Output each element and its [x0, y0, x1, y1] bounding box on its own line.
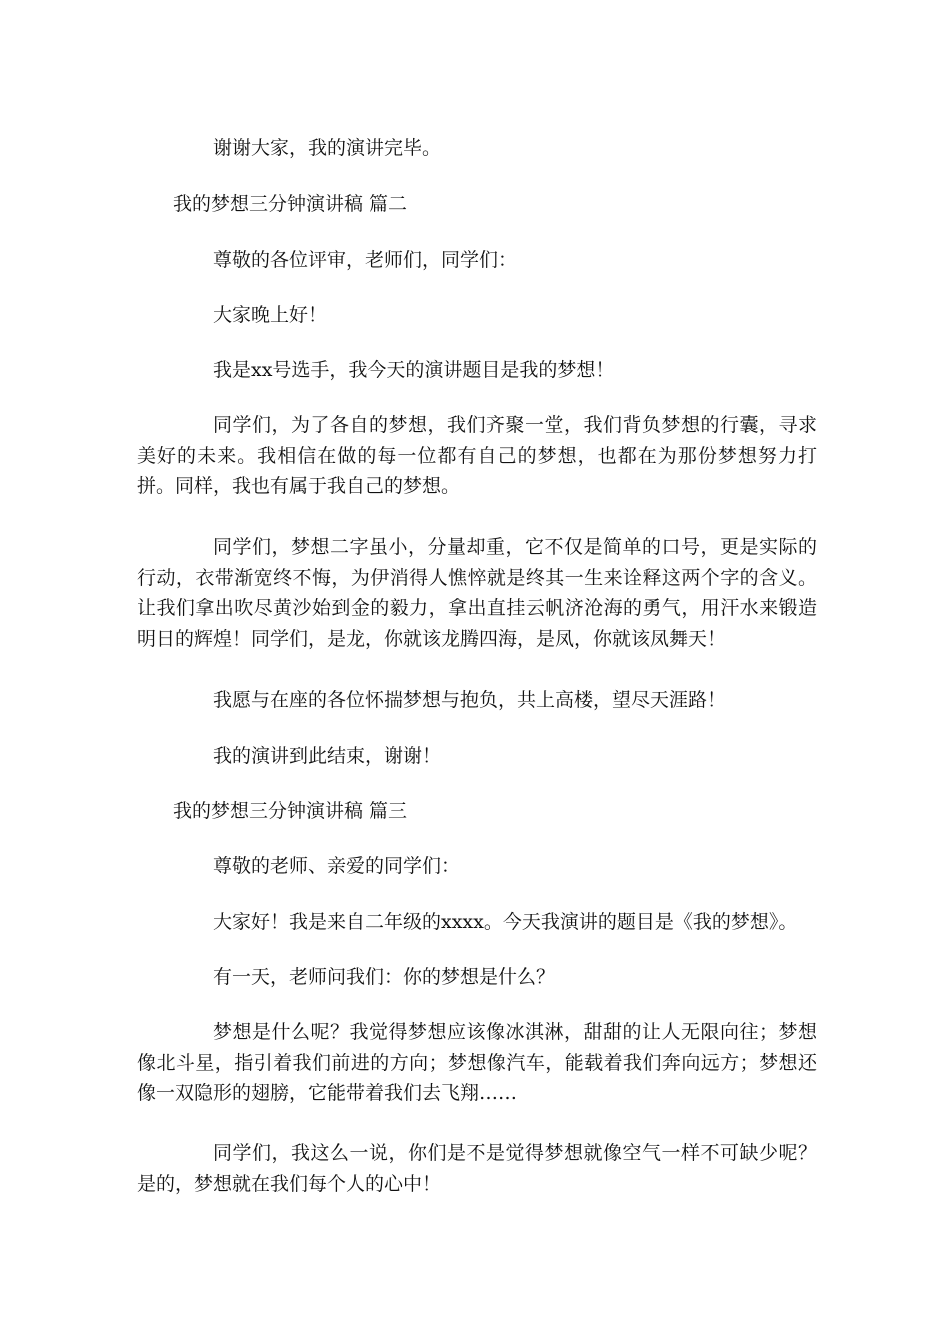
salutation-paragraph: 尊敬的各位评审，老师们，同学们：: [213, 249, 518, 271]
body-paragraph: 我愿与在座的各位怀揣梦想与抱负，共上高楼，望尽天涯路！: [213, 689, 727, 711]
body-paragraph: 同学们，为了各自的梦想，我们齐聚一堂，我们背负梦想的行囊，寻求美好的未来。我相信在做的每一位都有自己的梦想，也都在为那份梦想努力打拼。同样，我也有属于我自己的梦想。: [137, 414, 817, 497]
closing-paragraph: 我的演讲到此结束，谢谢！: [213, 745, 442, 767]
salutation-paragraph: 尊敬的老师、亲爱的同学们：: [213, 855, 461, 877]
closing-line: 谢谢大家，我的演讲完毕。: [213, 137, 442, 159]
greeting-paragraph: 大家晚上好！: [213, 304, 328, 326]
section-heading-3: 我的梦想三分钟演讲稿 篇三: [173, 800, 408, 822]
body-paragraph: 梦想是什么呢？我觉得梦想应该像冰淇淋，甜甜的让人无限向往；梦想像北斗星，指引着我们前进的方向；梦想像汽车，能载着我们奔向远方；梦想还像一双隐形的翅膀，它能带着我们去飞翔……: [137, 1021, 817, 1104]
body-paragraph: 同学们，我这么一说，你们是不是觉得梦想就像空气一样不可缺少呢？是的，梦想就在我们每个人的心中！: [137, 1142, 817, 1195]
intro-paragraph: 我是xx号选手，我今天的演讲题目是我的梦想！: [213, 359, 615, 381]
body-paragraph: 同学们，梦想二字虽小，分量却重，它不仅是简单的口号，更是实际的行动，衣带渐宽终不悔，为伊消得人憔悴就是终其一生来诠释这两个字的含义。让我们拿出吹尽黄沙始到金的毅力，拿出直挂云帆济沧海的勇气，用汗水来锻造明日的辉煌！同学们，是龙，你就该龙腾四海，是凤，你就该凤舞天！: [137, 536, 817, 650]
intro-paragraph: 大家好！我是来自二年级的xxxx。今天我演讲的题目是《我的梦想》。: [213, 911, 798, 933]
section-heading-2: 我的梦想三分钟演讲稿 篇二: [173, 193, 408, 215]
body-paragraph: 有一天，老师问我们：你的梦想是什么？: [213, 966, 556, 988]
